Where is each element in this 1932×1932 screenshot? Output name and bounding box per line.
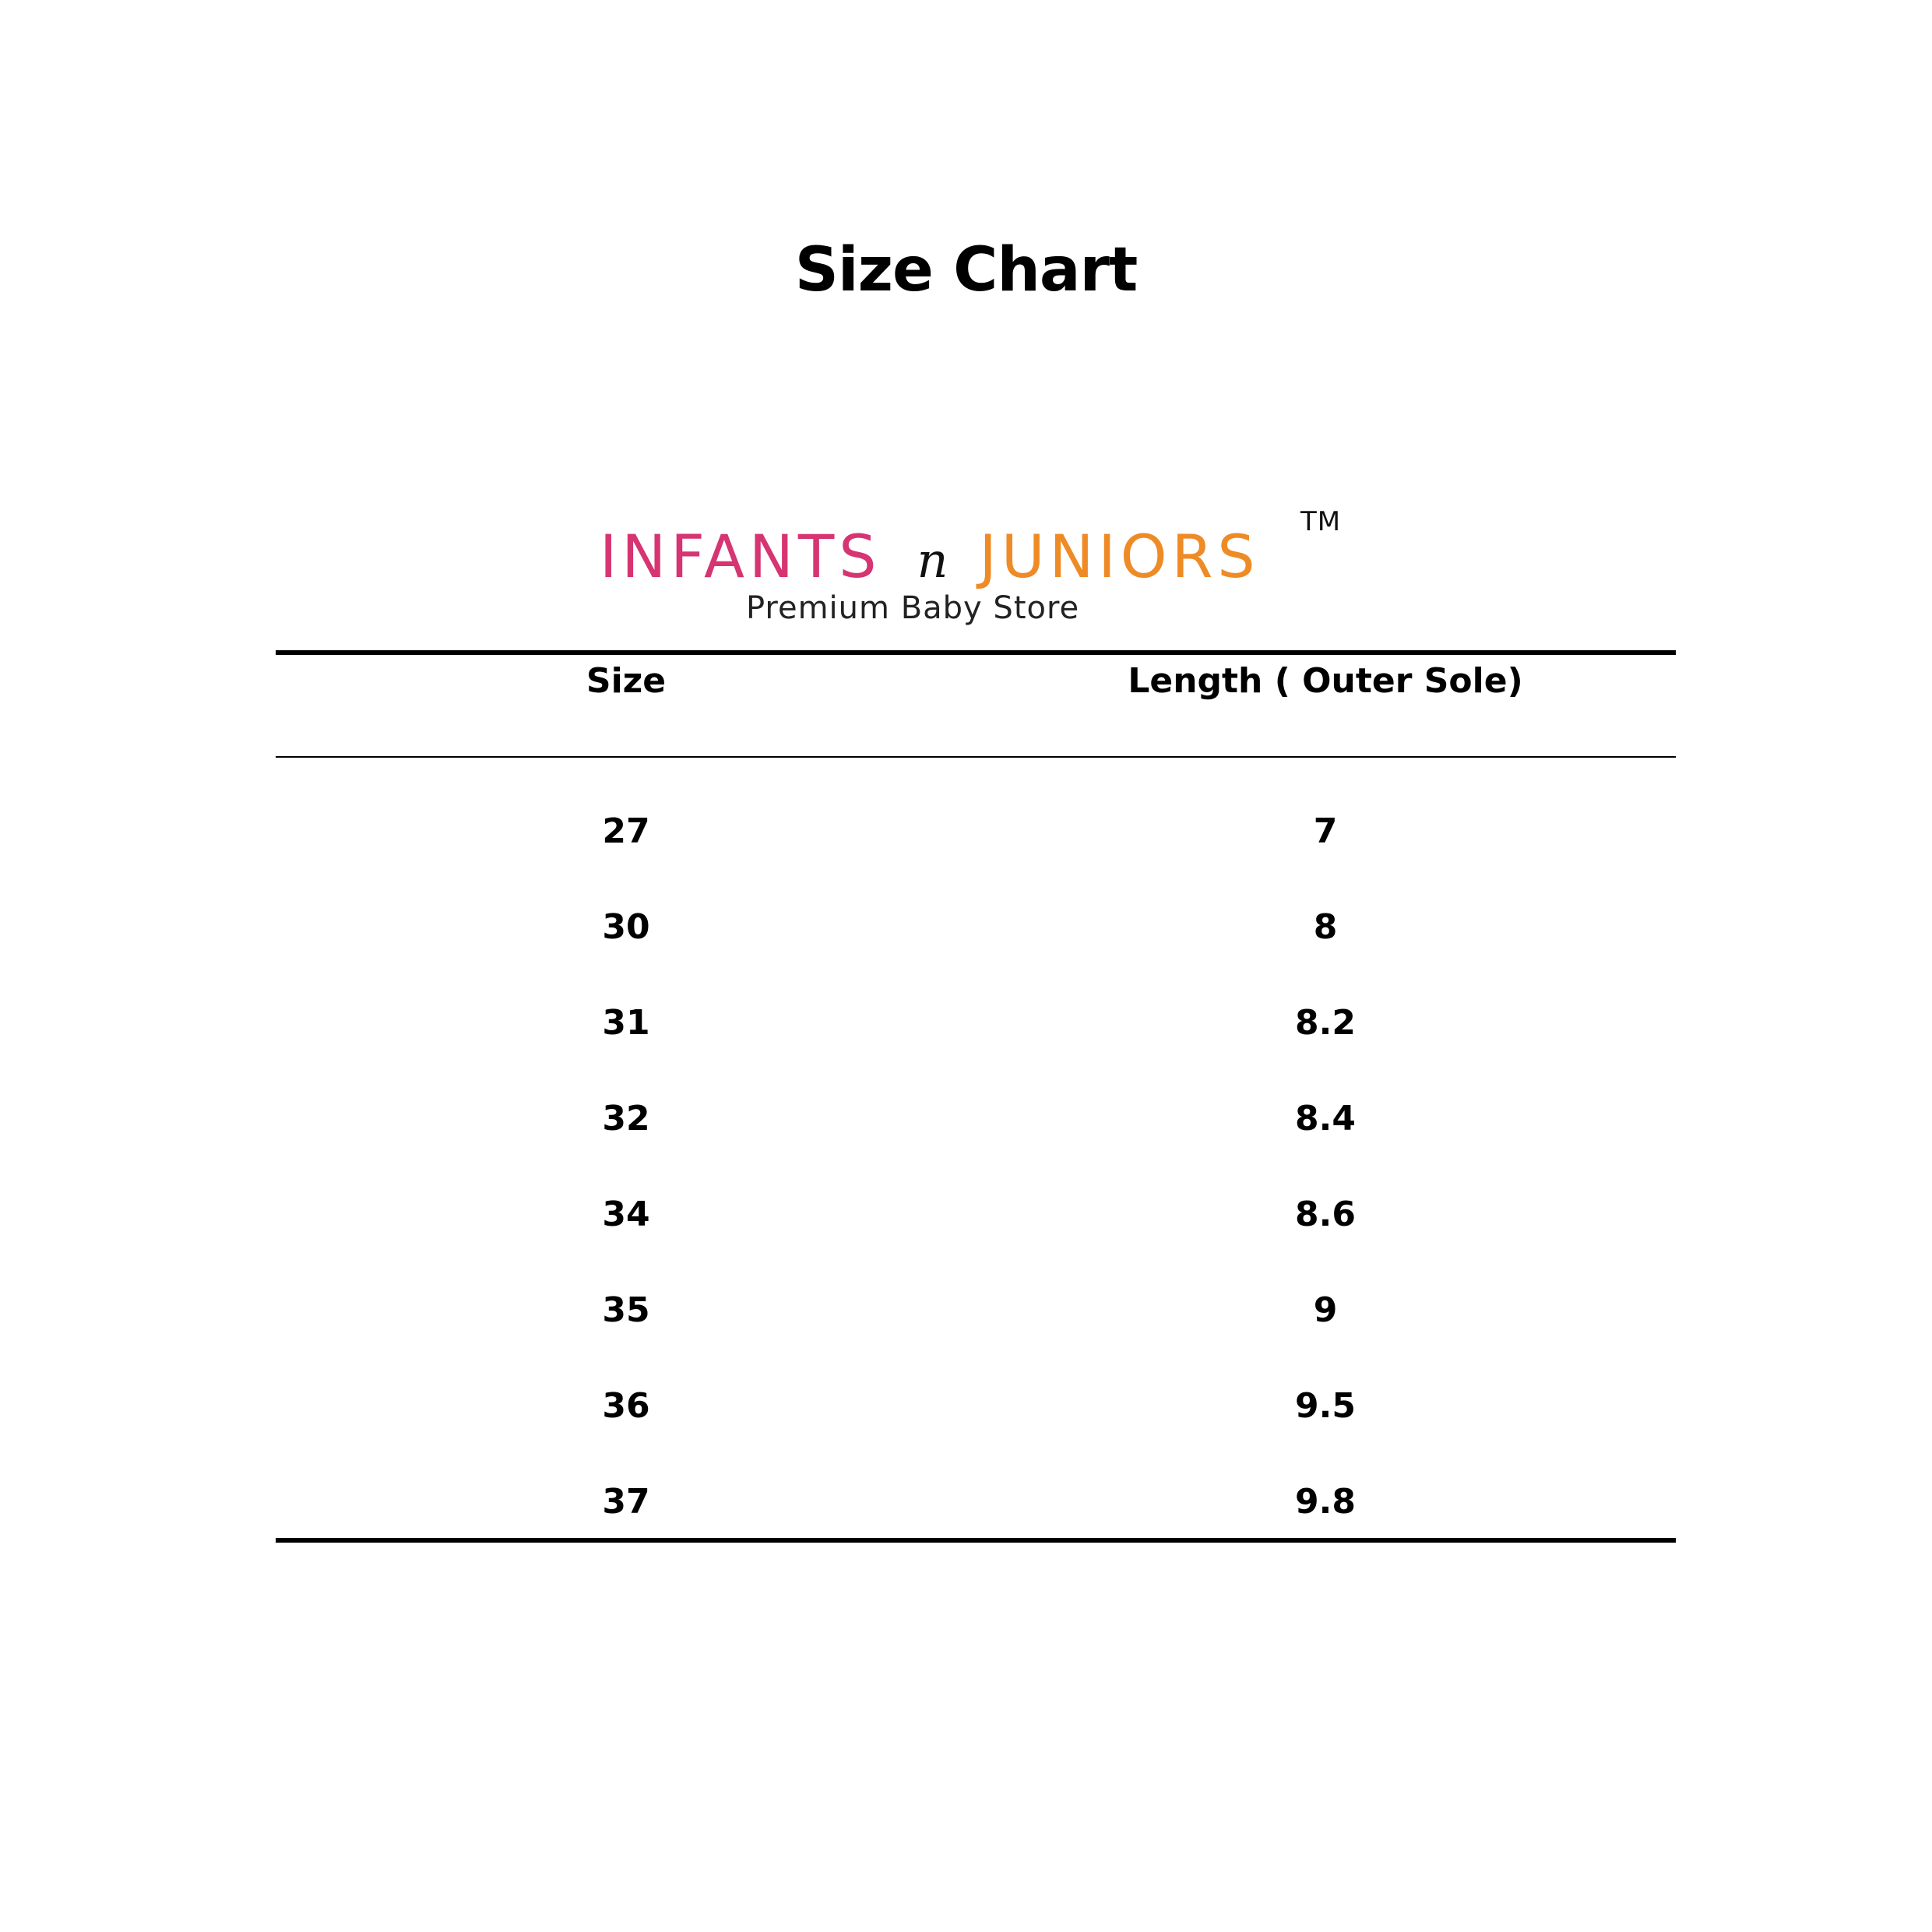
- table-header-rule: [276, 756, 1676, 758]
- table-bottom-rule: [276, 1538, 1676, 1543]
- length-cell: 8.6: [1295, 1195, 1356, 1234]
- length-cell: 8.2: [1295, 1003, 1356, 1043]
- size-cell: 31: [602, 1003, 650, 1043]
- length-cell: 8.4: [1295, 1099, 1356, 1138]
- length-cell: 8: [1313, 907, 1338, 947]
- table-top-rule: [276, 650, 1676, 655]
- size-cell: 37: [602, 1482, 650, 1522]
- length-cell: 9.8: [1295, 1482, 1356, 1522]
- size-cell: 32: [602, 1099, 650, 1138]
- brand-logo: [600, 506, 1347, 631]
- header-length: Length ( Outer Sole): [1128, 661, 1523, 701]
- length-cell: 7: [1313, 811, 1338, 851]
- size-cell: 27: [602, 811, 650, 851]
- logo-word-infants: INFANTS: [600, 522, 882, 591]
- logo-tagline: Premium Baby Store: [746, 590, 1080, 626]
- length-cell: 9.5: [1295, 1386, 1356, 1426]
- logo-word-juniors: JUNIORS: [979, 522, 1260, 591]
- length-cell: 9: [1313, 1290, 1338, 1330]
- size-cell: 34: [602, 1195, 650, 1234]
- page-title: Size Chart: [794, 235, 1138, 305]
- size-cell: 30: [602, 907, 650, 947]
- logo-wordmark: [600, 522, 1260, 596]
- logo-connector: n: [917, 532, 948, 589]
- size-cell: 35: [602, 1290, 650, 1330]
- header-size: Size: [586, 661, 667, 701]
- size-cell: 36: [602, 1386, 650, 1426]
- trademark-symbol: TM: [1300, 506, 1342, 537]
